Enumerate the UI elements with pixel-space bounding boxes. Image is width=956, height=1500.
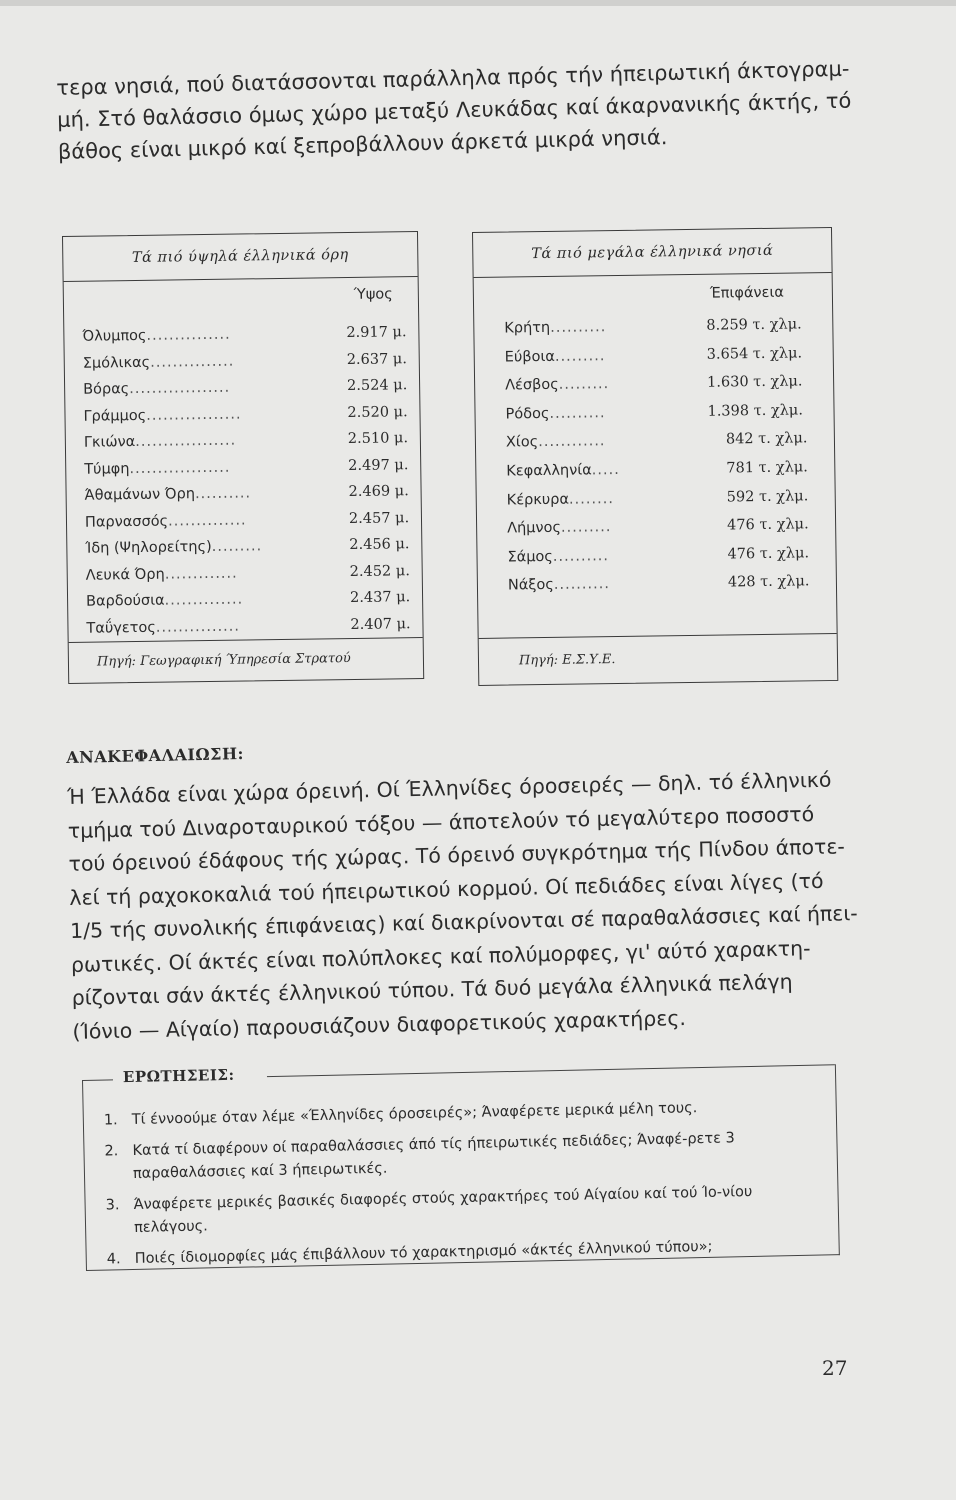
row-name: Βόρας xyxy=(83,381,130,398)
row-name: Άθαμάνων Όρη xyxy=(84,486,196,504)
summary-line: (Ίόνιο — Αίγαίο) παρουσιάζουν διαφορετικούς χαρακτήρες. xyxy=(72,1005,687,1044)
page-number: 27 xyxy=(822,1356,848,1380)
row-value: 842 τ. χλμ. xyxy=(725,430,808,448)
summary-heading: ΑΝΑΚΕΦΑΛΑΙΩΣΗ: xyxy=(66,743,245,767)
table-row: Νάξος.......... 428 τ. χλμ. xyxy=(507,573,810,594)
row-name: Βαρδούσια xyxy=(85,592,165,610)
question-number: 3. xyxy=(105,1197,120,1214)
summary-line: ρωτικές. Οί άκτές είναι πολύπλοκες καί πολύμορφες, γι' αύτό χαρακτη- xyxy=(70,935,811,977)
table-row: Κεφαλληνία..... 781 τ. χλμ. xyxy=(506,459,808,480)
question-item xyxy=(105,1179,826,1240)
intro-line: τερα νησιά, πού διατάσσονται παράλληλα πρός τήν ήπειρωτική άκτογραμ- xyxy=(56,56,850,100)
question-item xyxy=(104,1125,825,1186)
row-value: 2.520 μ. xyxy=(347,403,408,421)
islands-source: Πηγή: Ε.Σ.Υ.Ε. xyxy=(479,633,838,685)
table-row: Λευκά Όρη............. 2.452 μ. xyxy=(85,562,410,584)
islands-column-header: Έπιφάνεια xyxy=(709,284,784,302)
table-row: Παρνασσός.............. 2.457 μ. xyxy=(84,509,410,531)
row-name: Λήμνος xyxy=(507,519,562,537)
top-edge xyxy=(0,0,956,6)
row-name: Λέσβος xyxy=(505,376,559,394)
questions-border-right xyxy=(267,1064,835,1077)
row-name: Γράμμος xyxy=(83,407,147,425)
row-value: 2.457 μ. xyxy=(348,509,410,527)
table-row: Βαρδούσια.............. 2.437 μ. xyxy=(85,589,411,610)
row-value: 428 τ. χλμ. xyxy=(727,573,810,591)
row-name: Χίος xyxy=(505,434,539,451)
row-name: Εύβοια xyxy=(504,348,556,366)
question-number: 1. xyxy=(103,1112,118,1129)
row-value: 2.524 μ. xyxy=(347,377,408,395)
summary-line: Ή Έλλάδα είναι χώρα όρεινή. Οί Έλληνίδες όροσειρές — δηλ. τό έλληνικό xyxy=(66,767,832,809)
row-value: 592 τ. χλμ. xyxy=(726,487,809,506)
row-name: Νάξος xyxy=(507,577,554,594)
table-row: Χίος............ 842 τ. χλμ. xyxy=(505,430,808,451)
row-value: 476 τ. χλμ. xyxy=(727,545,810,563)
row-name: Γκιώνα xyxy=(83,433,136,451)
mountains-source: Πηγή: Γεωγραφική Ύπηρεσία Στρατού xyxy=(69,637,424,683)
row-name: Κέρκυρα xyxy=(506,491,570,509)
question-text: Άναφέρετε μερικές βασικές διαφορές στούς χαρακτήρες τού Αίγαίου καί τού Ίο-νίου πελάγους. xyxy=(133,1183,753,1236)
summary-line: ρίζονται σάν άκτές έλληνικού τύπου. Τά δυό μεγάλα έλληνικά πελάγη xyxy=(71,969,793,1010)
table-row: Σμόλικας............... 2.637 μ. xyxy=(82,350,408,372)
row-name: Όλυμπος xyxy=(82,327,147,345)
table-row: Κρήτη.......... 8.259 τ. χλμ. xyxy=(504,316,802,337)
question-number: 4. xyxy=(106,1251,121,1268)
table-row: Όλυμπος............... 2.917 μ. xyxy=(82,324,407,345)
question-text: Τί έννοούμε όταν λέμε «Έλληνίδες όροσειρές»; Άναφέρετε μερικά μέλη τους. xyxy=(131,1100,698,1128)
questions-list xyxy=(104,1094,827,1279)
row-value: 2.407 μ. xyxy=(350,615,411,633)
row-value: 2.510 μ. xyxy=(347,430,409,448)
question-item xyxy=(107,1233,827,1271)
row-name: Κεφαλληνία xyxy=(506,462,592,480)
row-name: Ίδη (Ψηλορείτης) xyxy=(85,538,212,557)
mountains-column-header: Ύψος xyxy=(353,286,393,303)
row-name: Παρνασσός xyxy=(84,513,169,531)
row-value: 2.497 μ. xyxy=(348,456,409,474)
intro-line: βάθος είναι μικρό καί ξεπροβάλλουν άρκετά μικρά νησιά. xyxy=(57,125,668,164)
table-row: Λέσβος......... 1.630 τ. χλμ. xyxy=(505,373,803,394)
row-value: 1.398 τ. χλμ. xyxy=(707,402,804,420)
row-value: 2.637 μ. xyxy=(346,350,408,368)
table-row: Ρόδος.......... 1.398 τ. χλμ. xyxy=(505,402,804,423)
summary-line: 1/5 τής συνολικής έπιφάνειας) καί διακρίνονται σέ παραθαλάσσιες καί ήπει- xyxy=(69,901,858,943)
table-row: Ταΰγετος............... 2.407 μ. xyxy=(86,615,411,637)
table-row: Γκιώνα.................. 2.510 μ. xyxy=(83,430,409,451)
questions-border-left xyxy=(83,1079,113,1081)
mountains-table-title: Τά πιό ύψηλά έλληνικά όρη xyxy=(63,232,418,282)
questions-heading: ΕΡΩΤΗΣΕΙΣ: xyxy=(119,1066,239,1087)
intro-line: μή. Στό θαλάσσιο όμως χώρο μεταξύ Λευκάδας καί άκαρνανικής άκτής, τό xyxy=(56,88,852,132)
row-name: Λευκά Όρη xyxy=(85,566,165,584)
row-name: Ταΰγετος xyxy=(86,619,156,637)
row-value: 3.654 τ. χλμ. xyxy=(706,344,803,363)
question-number: 2. xyxy=(104,1143,119,1160)
question-text: Κατά τί διαφέρουν οί παραθαλάσσιες άπό τίς ήπειρωτικές πεδιάδες; Άναφέ-ρετε 3 παραθαλάσσιες καί 3 ήπειρωτικές. xyxy=(132,1130,735,1182)
row-value: 2.456 μ. xyxy=(349,536,410,554)
table-row: Άθαμάνων Όρη.......... 2.469 μ. xyxy=(84,483,409,504)
mountains-rows xyxy=(64,324,422,647)
row-value: 1.630 τ. χλμ. xyxy=(707,373,803,391)
table-row: Ίδη (Ψηλορείτης)......... 2.456 μ. xyxy=(85,536,410,557)
summary-line: τού όρεινού έδάφους τής χώρας. Τό όρεινό συγκρότημα τής Πίνδου άποτε- xyxy=(68,834,846,876)
row-name: Ρόδος xyxy=(505,405,550,423)
summary-line: τμήμα τού Διναροταυρικού τόξου — άποτελούν τό μεγαλύτερο ποσοστό xyxy=(67,801,815,843)
row-name: Κρήτη xyxy=(504,319,551,337)
mountains-table xyxy=(62,231,424,684)
table-row: Βόρας.................. 2.524 μ. xyxy=(83,377,408,398)
islands-rows xyxy=(474,316,836,607)
row-name: Σμόλικας xyxy=(82,354,151,372)
table-row: Λήμνος......... 476 τ. χλμ. xyxy=(507,516,809,537)
table-row: Κέρκυρα........ 592 τ. χλμ. xyxy=(506,487,809,509)
row-name: Σάμος xyxy=(507,548,553,566)
row-value: 8.259 τ. χλμ. xyxy=(706,316,802,334)
row-name: Τύμφη xyxy=(84,460,130,478)
row-value: 2.917 μ. xyxy=(346,324,407,342)
intro-paragraph xyxy=(56,53,852,168)
row-value: 2.437 μ. xyxy=(349,589,411,607)
summary-line: λεί τή ραχοκοκαλιά τού ήπειρωτικού κορμού. Οί πεδιάδες είναι λίγες (τό xyxy=(69,868,824,910)
row-value: 781 τ. χλμ. xyxy=(726,459,808,477)
row-value: 476 τ. χλμ. xyxy=(727,516,809,534)
islands-table-title: Τά πιό μεγάλα έλληνικά νησιά xyxy=(473,228,832,278)
table-row: Εύβοια......... 3.654 τ. χλμ. xyxy=(504,344,803,366)
questions-box xyxy=(82,1064,840,1271)
table-row: Τύμφη.................. 2.497 μ. xyxy=(84,456,409,478)
row-value: 2.452 μ. xyxy=(349,562,410,580)
summary-section xyxy=(66,730,863,1049)
row-value: 2.469 μ. xyxy=(348,483,409,501)
table-row: Γράμμος................. 2.520 μ. xyxy=(83,403,408,425)
table-row: Σάμος.......... 476 τ. χλμ. xyxy=(507,545,810,566)
question-text: Ποιές ίδιομορφίες μάς έπιβάλλουν τό χαρακτηρισμό «άκτές έλληνικού τύπου»; xyxy=(134,1238,713,1267)
islands-table xyxy=(472,227,838,686)
